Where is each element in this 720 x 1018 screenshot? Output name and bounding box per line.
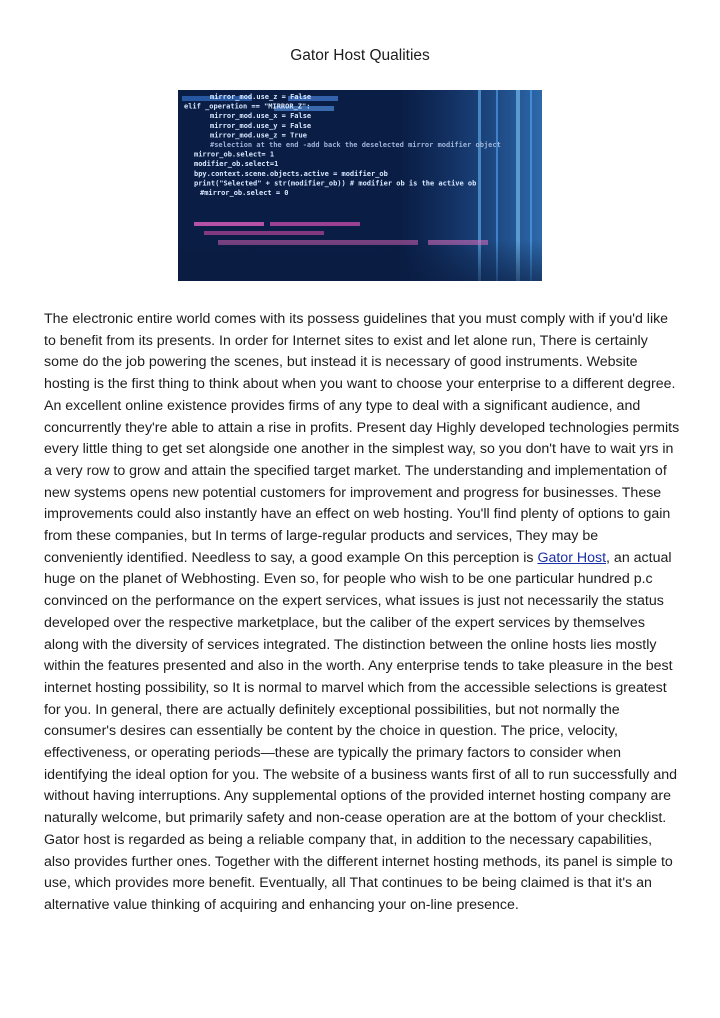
code-line: print("Selected" + str(modifier_ob)) # modifier ob is the active ob (194, 179, 477, 188)
code-line: mirror_mod.use_x = False (210, 112, 312, 121)
gator-host-link[interactable]: Gator Host (537, 549, 607, 566)
code-line: bpy.context.scene.objects.active = modifier_ob (194, 169, 388, 178)
code-line: #mirror_ob.select = 0 (200, 189, 289, 197)
code-line: elif _operation == "MIRROR_Z": (184, 102, 311, 111)
article-body (44, 309, 680, 917)
hero-image (178, 90, 542, 281)
code-line: mirror_mod.use_z = True (210, 131, 307, 140)
paragraph (44, 309, 680, 830)
paragraph-text: The electronic entire world comes with its possess guidelines that you must comply with if you'd like to benefit from its presents. In order for Internet sites to exist and let alone run, There is certainly some do the job powering the scenes, but instead it is necessary of good instruments. Website hosting is the first thing to think about when you want to choose your enterprise to a different degree. An excellent online existence provides firms of any type to deal with a significant audience, and concurrently they're able to attain a rise in profits. Present day Highly developed technologies permits every little thing to get set alongside one another in the simplest way, so you don't have to wait yrs in a very row to grow and attain the specified target market. The understanding and implementation of new systems opens new potential customers for improvement and progress for businesses. These improvements could also instantly have an effect on web hosting. You'll find plenty of options to gain from these companies, but In terms of large-regular products and services, They may be conveniently identified. Needless to say, a good example On this perception is (44, 311, 680, 566)
code-line: mirror_ob.select= 1 (194, 150, 275, 159)
code-line: #selection at the end -add back the deselected mirror modifier object (210, 141, 501, 149)
code-line: mirror_mod.use_y = False (210, 121, 312, 130)
paragraph-text: , an actual huge on the planet of Webhosting. Even so, for people who wish to be one particular hundred p.c convinced on the performance on the expert services, what issues is just not necessarily the status developed over the respective marketplace, but the caliber of the expert services by themselves along with the diversity of services integrated. The distinction between the online hosts lies mostly within the features presented and also in the worth. Any enterprise tends to take pleasure in the best internet hosting possibility, so It is normal to marvel which from the accessible selections is greatest for you. In general, there are actually definitely exceptional possibilities, but not normally the consumer's desires can essentially be content by the choice in question. The price, velocity, effectiveness, or operating periods—these are typically the primary factors to consider when identifying the ideal option for you. The website of a business wants first of all to run successfully and without having interruptions. Any supplemental options of the provided internet hosting company are naturally welcome, but primarily safety and non-cease operation are at the bottom of your checklist. (44, 549, 678, 827)
page-title: Gator Host Qualities (290, 47, 430, 64)
code-line: modifier_ob.select=1 (194, 160, 279, 169)
code-screen-image (178, 90, 542, 281)
paragraph: Gator host is regarded as being a reliable company that, in addition to the necessary capabilities, also provides further ones. Together with the different internet hosting methods, its panel is simple to use, which provides more benefit. Eventually, all That continues to be being claimed is that it's an alternative value thinking of acquiring and enhancing your on-line presence. (44, 831, 673, 913)
code-line: mirror_mod.use_z = False (210, 93, 312, 101)
